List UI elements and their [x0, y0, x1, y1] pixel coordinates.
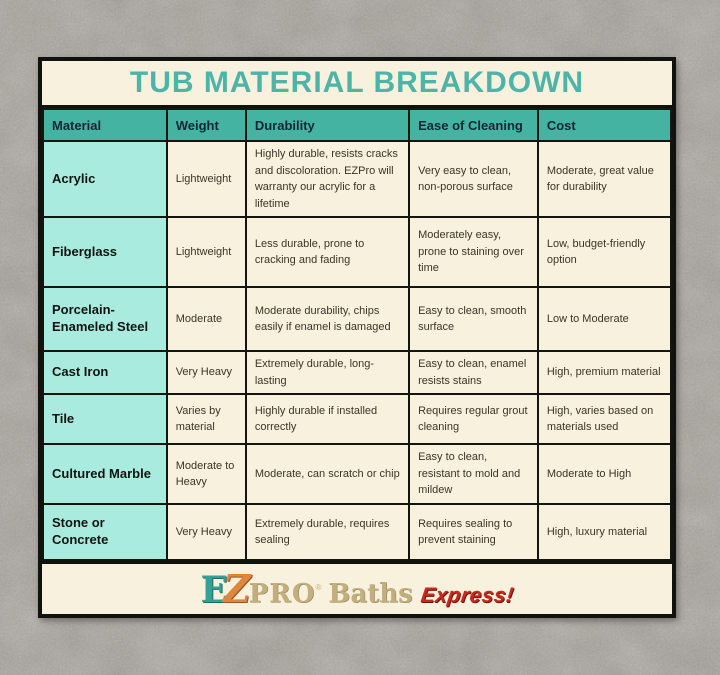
durability-cell: Extremely durable, long-lasting: [246, 351, 409, 394]
logo-baths-text: Baths: [328, 579, 413, 609]
material-cell: Porcelain-Enameled Steel: [43, 287, 167, 351]
column-header-material: Material: [43, 109, 167, 141]
durability-cell: Extremely durable, requires sealing: [246, 504, 409, 560]
durability-cell: Highly durable, resists cracks and discoloration. EZPro will warranty our acrylic for a lifetime: [246, 141, 409, 217]
cost-cell: High, premium material: [538, 351, 671, 394]
material-cell: Fiberglass: [43, 217, 167, 287]
cleaning-cell: Easy to clean, enamel resists stains: [409, 351, 538, 394]
header-row: [43, 109, 671, 141]
weight-cell: Lightweight: [167, 141, 246, 217]
cost-cell: High, varies based on materials used: [538, 394, 671, 444]
material-cell: Stone or Concrete: [43, 504, 167, 560]
cleaning-cell: Easy to clean, resistant to mold and mildew: [409, 444, 538, 504]
table-row-porcelain-enameled-steel: [43, 287, 671, 351]
column-header-durability: Durability: [246, 109, 409, 141]
cost-cell: High, luxury material: [538, 504, 671, 560]
title-band: [42, 61, 672, 108]
cleaning-cell: Easy to clean, smooth surface: [409, 287, 538, 351]
material-cell: Cultured Marble: [43, 444, 167, 504]
table-row-cultured-marble: [43, 444, 671, 504]
infographic-card: [38, 57, 676, 618]
cleaning-cell: Very easy to clean, non-porous surface: [409, 141, 538, 217]
weight-cell: Very Heavy: [167, 351, 246, 394]
material-cell: Tile: [43, 394, 167, 444]
logo-band: [42, 561, 672, 614]
table-row-fiberglass: [43, 217, 671, 287]
durability-cell: Moderate, can scratch or chip: [246, 444, 409, 504]
durability-cell: Less durable, prone to cracking and fading: [246, 217, 409, 287]
weight-cell: Moderate to Heavy: [167, 444, 246, 504]
cleaning-cell: Requires sealing to prevent staining: [409, 504, 538, 560]
weight-cell: Very Heavy: [167, 504, 246, 560]
column-header-weight: Weight: [167, 109, 246, 141]
cost-cell: Low to Moderate: [538, 287, 671, 351]
logo-letter-z: Z: [222, 566, 251, 611]
durability-cell: Moderate durability, chips easily if enamel is damaged: [246, 287, 409, 351]
table-row-tile: [43, 394, 671, 444]
column-header-ease-of-cleaning: Ease of Cleaning: [409, 109, 538, 141]
weight-cell: Lightweight: [167, 217, 246, 287]
material-cell: Acrylic: [43, 141, 167, 217]
ezpro-baths-express-logo: [200, 566, 516, 611]
cost-cell: Low, budget-friendly option: [538, 217, 671, 287]
table-row-cast-iron: [43, 351, 671, 394]
logo-pro-text: PRO: [248, 579, 316, 609]
logo-express-text: Express!: [419, 584, 516, 607]
material-cell: Cast Iron: [43, 351, 167, 394]
page-title: TUB MATERIAL BREAKDOWN: [129, 66, 585, 99]
cost-cell: Moderate to High: [538, 444, 671, 504]
table-row-stone-or-concrete: [43, 504, 671, 560]
durability-cell: Highly durable if installed correctly: [246, 394, 409, 444]
cost-cell: Moderate, great value for durability: [538, 141, 671, 217]
materials-table: [42, 108, 672, 561]
cleaning-cell: Requires regular grout cleaning: [409, 394, 538, 444]
column-header-cost: Cost: [538, 109, 671, 141]
table-row-acrylic: [43, 141, 671, 217]
weight-cell: Moderate: [167, 287, 246, 351]
cleaning-cell: Moderately easy, prone to staining over time: [409, 217, 538, 287]
registered-trademark-mark: ®: [315, 583, 322, 592]
logo-letter-e: E: [200, 569, 228, 611]
weight-cell: Varies by material: [167, 394, 246, 444]
